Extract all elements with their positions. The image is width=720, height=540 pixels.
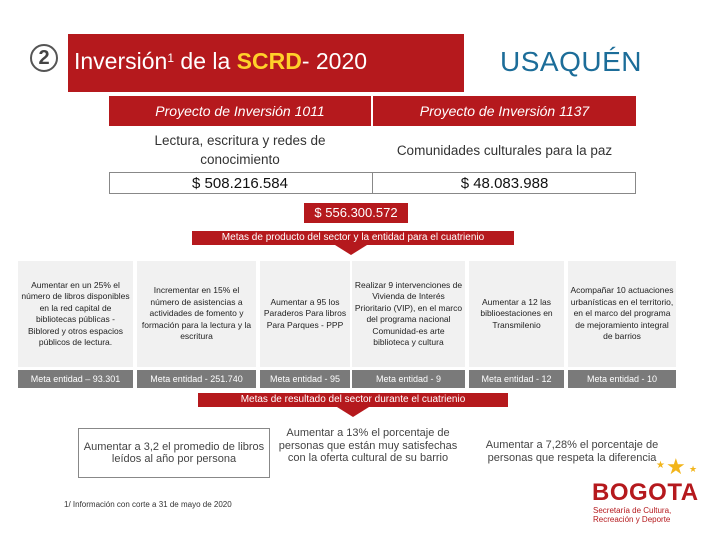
total-amount: $ 556.300.572	[304, 203, 408, 223]
goal-meta-1: Meta entidad – 93.301	[18, 370, 133, 388]
title-footnote-mark: 1	[167, 51, 175, 65]
goal-meta-5: Meta entidad - 12	[469, 370, 564, 388]
down-arrow-icon	[337, 407, 369, 417]
logo-wordmark: BOGOTA	[592, 479, 699, 506]
star-icon: ★	[689, 464, 698, 474]
goal-meta-4: Meta entidad - 9	[352, 370, 465, 388]
goal-meta-6: Meta entidad - 10	[568, 370, 676, 388]
goal-meta-3: Meta entidad - 95	[260, 370, 350, 388]
goal-card-5: Aumentar a 12 las biblioestaciones en Transmilenio	[469, 261, 564, 367]
logo-subtitle	[593, 506, 671, 524]
logo-subtitle-line-1: Secretaría de Cultura,	[593, 506, 672, 515]
goal-card-4: Realizar 9 intervenciones de Vivienda de Interés Prioritario (VIP), en el marco del programa nacional Comunidad-es arte biblioteca y cultura	[352, 261, 465, 367]
goal-card-1: Aumentar en un 25% el número de libros disponibles en la red capital de bibliotecas públicas - Biblored y otros espacios públicos de lectura.	[18, 261, 133, 367]
project-1-amount: $ 508.216.584	[192, 175, 288, 192]
star-icon: ★	[656, 460, 665, 471]
result-goal-2: Aumentar a 13% el porcentaje de personas que están muy satisfechas con la oferta cultural de su barrio	[278, 427, 458, 464]
down-arrow-icon	[335, 245, 367, 255]
locality-name: USAQUÉN	[500, 46, 642, 77]
project-2-name: Comunidades culturales para la paz	[396, 142, 613, 158]
project-1-header: Proyecto de Inversión 1011	[109, 96, 371, 126]
step-number-badge: 2	[30, 44, 58, 72]
title-prefix: Inversión	[74, 48, 168, 74]
title-suffix: - 2020	[301, 48, 368, 74]
product-goals-title: Metas de producto del sector y la entidad para el cuatrienio	[192, 231, 514, 245]
project-2-header: Proyecto de Inversión 1137	[373, 96, 636, 126]
result-goals-title: Metas de resultado del sector durante el cuatrienio	[198, 393, 508, 407]
title-middle: de la	[174, 48, 237, 74]
goal-card-3: Aumentar a 95 los Paraderos Para libros Para Parques - PPP	[260, 261, 350, 367]
goal-card-2: Incrementar en 15% el número de asistencias a actividades de fomento y formación para la lectura y la escritura	[137, 261, 256, 367]
logo-subtitle-line-2: Recreación y Deporte	[593, 515, 671, 524]
result-goal-1-text: Aumentar a 3,2 el promedio de libros leídos al año por persona	[83, 440, 265, 465]
star-icon: ★	[666, 454, 686, 479]
footnote: 1/ Información con corte a 31 de mayo de 2020	[64, 500, 232, 509]
goal-meta-2: Meta entidad - 251.740	[137, 370, 256, 388]
result-goal-3: Aumentar a 7,28% el porcentaje de personas que respeta la diferencia	[485, 439, 659, 464]
project-2-amount: $ 48.083.988	[460, 175, 549, 192]
result-goal-1	[78, 428, 270, 478]
title-entity: SCRD	[236, 48, 302, 74]
project-1-name: Lectura, escritura y redes de conocimiento	[154, 133, 326, 167]
goal-card-6: Acompañar 10 actuaciones urbanísticas en el territorio, en el marco del programa de mejoramiento integral de barrios	[568, 261, 676, 367]
page-title	[74, 48, 367, 75]
